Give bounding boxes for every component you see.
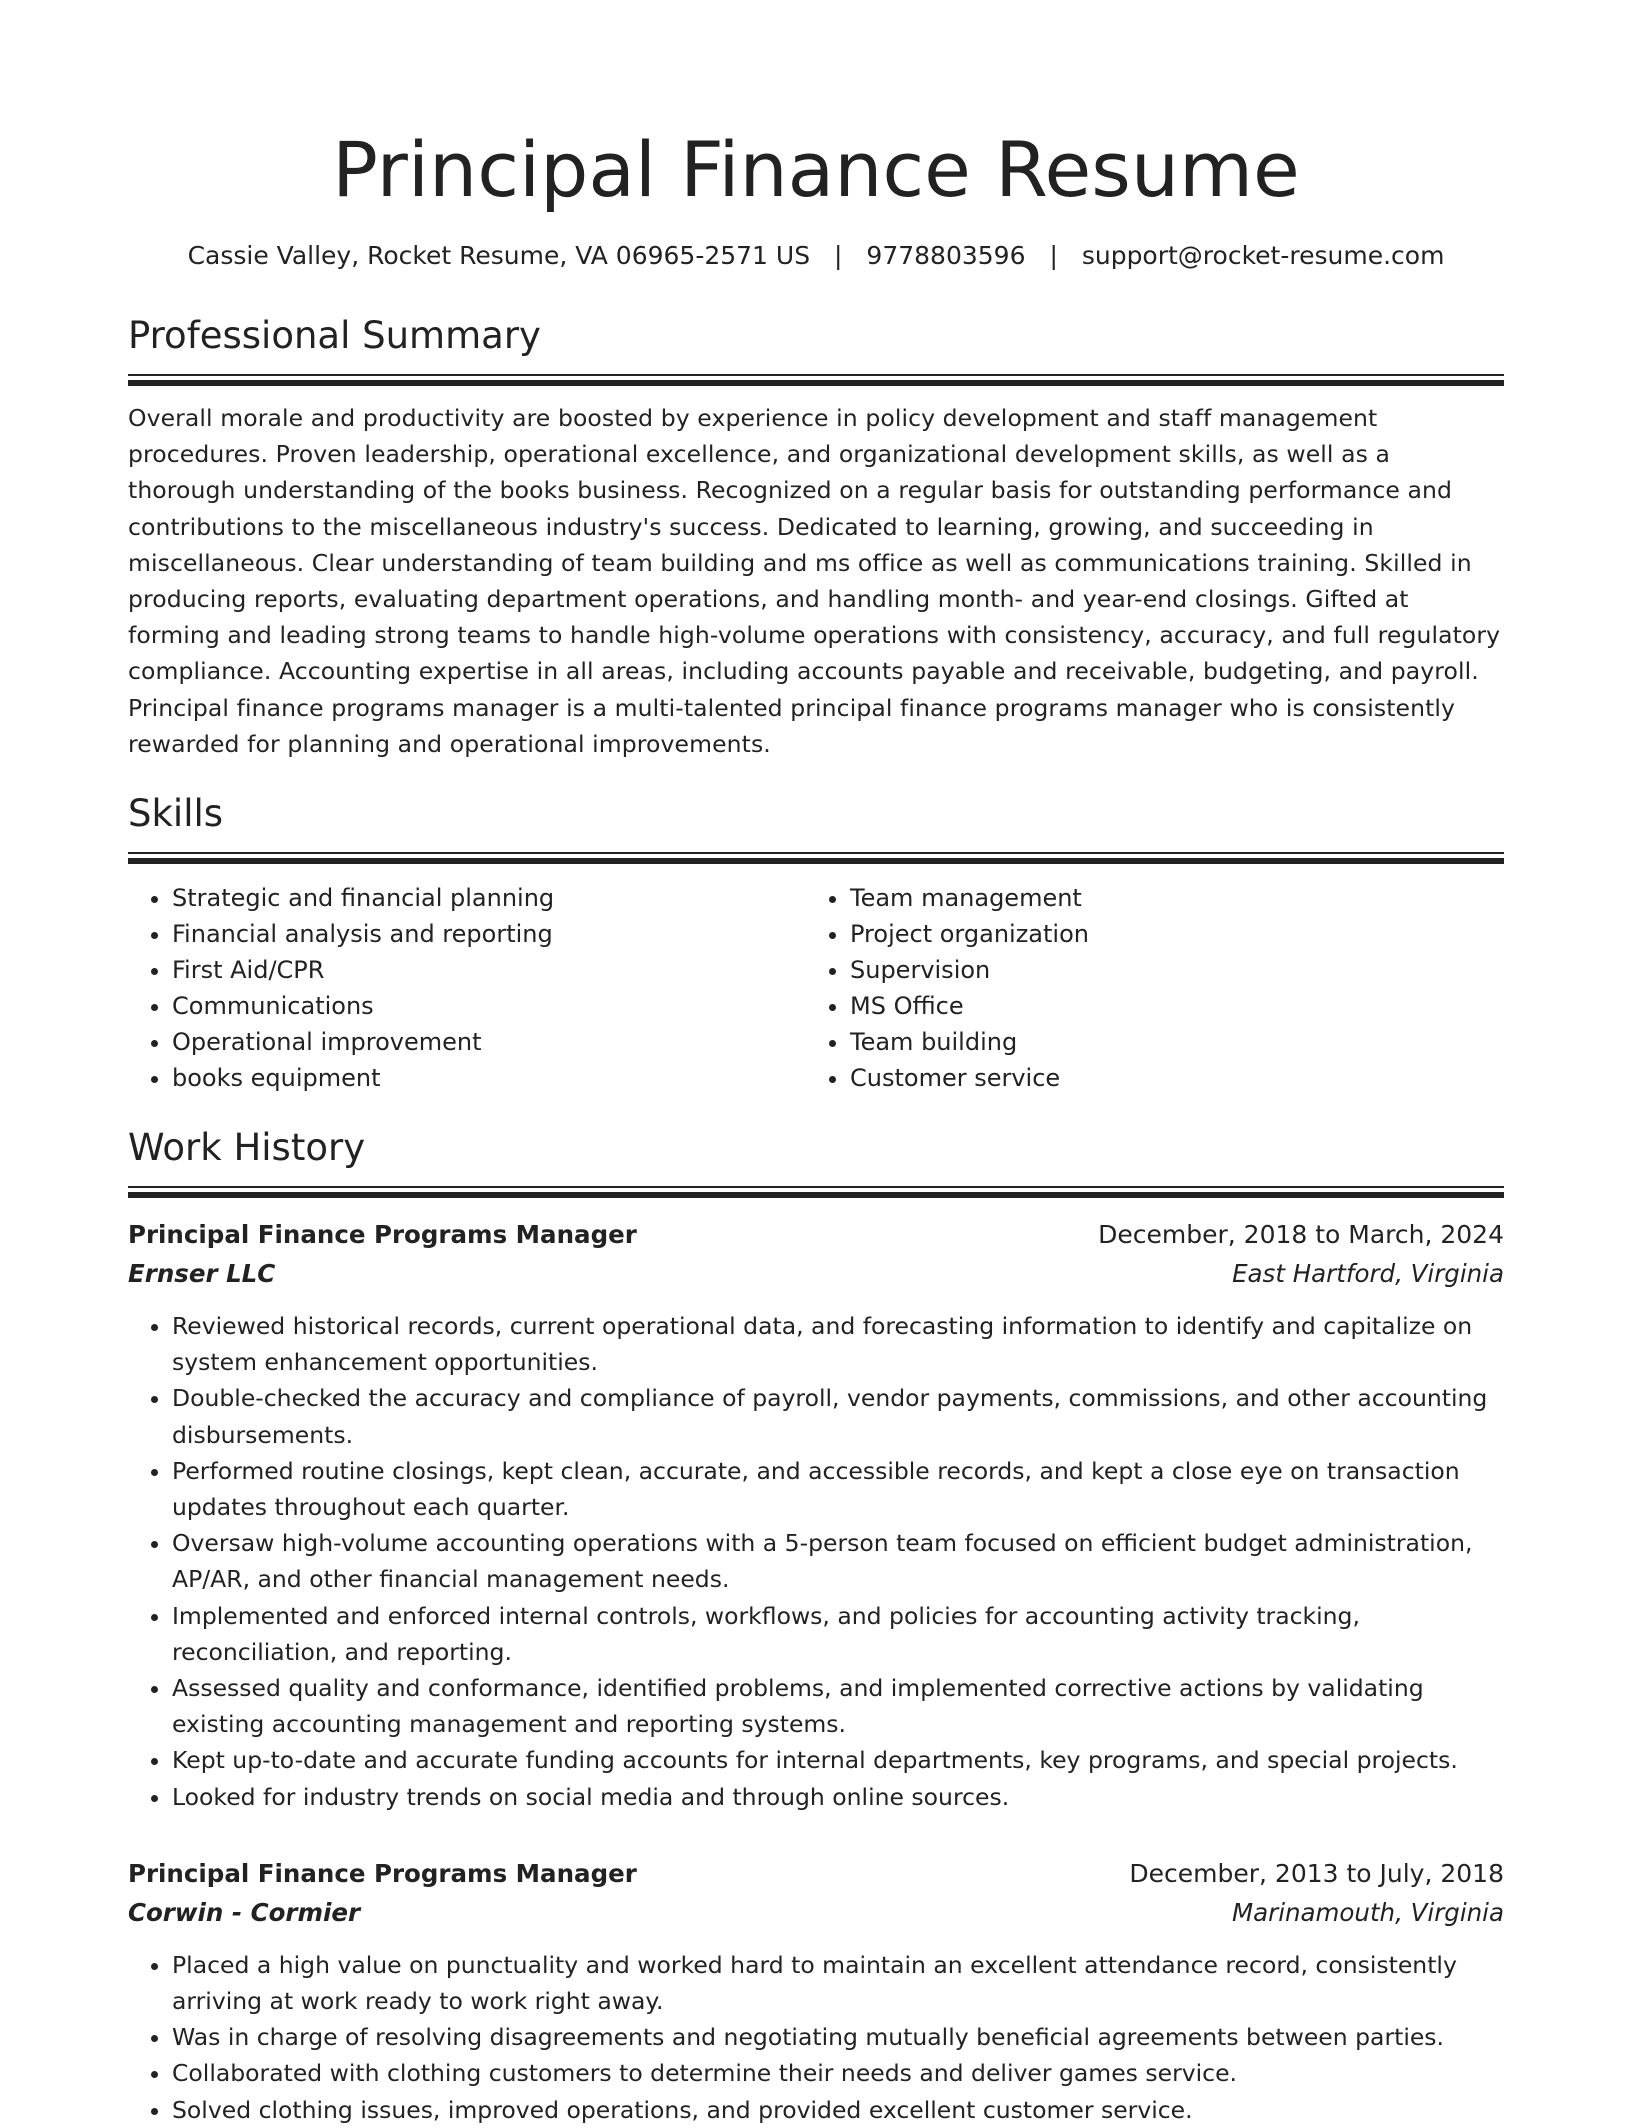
job-company-row	[128, 1893, 1504, 1933]
professional-summary-section	[128, 312, 1504, 762]
skill-item: • Customer service	[850, 1060, 1484, 1096]
skill-item: • Communications	[172, 988, 806, 1024]
job-bullet: • Looked for industry trends on social media and through online sources.	[172, 1779, 1504, 1815]
skill-item: • Team building	[850, 1024, 1484, 1060]
job-bullet: • Performed routine closings, kept clean, accurate, and accessible records, and kept a close eye on transaction updates throughout each quarter.	[172, 1453, 1504, 1525]
contact-separator: |	[1049, 241, 1058, 270]
job-bullet: • Double-checked the accuracy and compliance of payroll, vendor payments, commissions, and other accounting disbursements.	[172, 1380, 1504, 1452]
job-location: East Hartford, Virginia	[1232, 1259, 1504, 1289]
skill-item: • Project organization	[850, 916, 1484, 952]
contact-line	[128, 238, 1504, 274]
job-bullet: • Implemented and enforced internal controls, workflows, and policies for accounting activity tracking, reconciliation, and reporting.	[172, 1598, 1504, 1670]
skills-grid	[128, 880, 1504, 1096]
job-entry	[128, 1216, 1504, 1815]
skill-item: • Operational improvement	[172, 1024, 806, 1060]
skill-item: • Supervision	[850, 952, 1484, 988]
job-company-row	[128, 1254, 1504, 1294]
section-heading-skills: Skills	[128, 792, 224, 836]
job-header-row	[128, 1216, 1504, 1254]
skills-list-left	[128, 880, 806, 1096]
contact-email: support@rocket-resume.com	[1081, 241, 1445, 270]
skill-item: • books equipment	[172, 1060, 806, 1096]
resume-page	[128, 0, 1504, 2128]
job-company: Corwin - Cormier	[128, 1897, 361, 1927]
section-heading-work-history: Work History	[128, 1126, 366, 1170]
skill-item: • First Aid/CPR	[172, 952, 806, 988]
section-divider	[128, 852, 1504, 864]
job-header-row	[128, 1855, 1504, 1893]
skills-section	[128, 790, 1504, 1096]
contact-separator: |	[834, 241, 843, 270]
job-dates: December, 2018 to March, 2024	[1098, 1220, 1504, 1250]
section-divider	[128, 1186, 1504, 1198]
job-bullet: • Kept up-to-date and accurate funding accounts for internal departments, key programs, and special projects.	[172, 1742, 1504, 1778]
work-history-section	[128, 1124, 1504, 2128]
summary-paragraph: Overall morale and productivity are boosted by experience in policy development and staff management procedures. Proven leadership, operational excellence, and organizational development skills, as well as a thorough understanding of the books business. Recognized on a regular basis for outstanding performance and contributions to the miscellaneous industry's success. Dedicated to learning, growing, and succeeding in miscellaneous. Clear understanding of team building and ms office as well as communications training. Skilled in producing reports, evaluating department operations, and handling month- and year-end closings. Gifted at forming and leading strong teams to handle high-volume operations with consistency, accuracy, and full regulatory compliance. Accounting expertise in all areas, including accounts payable and receivable, budgeting, and payroll. Principal finance programs manager is a multi-talented principal finance programs manager who is consistently rewarded for planning and operational improvements.	[128, 404, 1501, 758]
skill-item: • Strategic and financial planning	[172, 880, 806, 916]
job-bullet: • Solved clothing issues, improved operations, and provided excellent customer service.	[172, 2092, 1504, 2128]
section-heading-summary: Professional Summary	[128, 314, 541, 357]
job-bullet: • Assessed quality and conformance, identified problems, and implemented corrective actions by validating existing accounting management and reporting systems.	[172, 1670, 1504, 1742]
skills-list-right	[806, 880, 1484, 1096]
skill-item: • Financial analysis and reporting	[172, 916, 806, 952]
skill-item: • Team management	[850, 880, 1484, 916]
job-company: Ernser LLC	[128, 1259, 276, 1289]
section-divider	[128, 374, 1504, 386]
job-bullet: • Reviewed historical records, current operational data, and forecasting information to identify and capitalize on system enhancement opportunities.	[172, 1308, 1504, 1380]
job-bullet: • Was in charge of resolving disagreements and negotiating mutually beneficial agreements between parties.	[172, 2019, 1504, 2055]
document-title: Principal Finance Resume	[332, 125, 1300, 214]
job-dates: December, 2013 to July, 2018	[1129, 1858, 1504, 1888]
job-bullets	[128, 1947, 1504, 2128]
job-bullet: • Oversaw high-volume accounting operations with a 5-person team focused on efficient budget administration, AP/AR, and other financial management needs.	[172, 1525, 1504, 1597]
skill-item: • MS Office	[850, 988, 1484, 1024]
job-title: Principal Finance Programs Manager	[128, 1220, 637, 1250]
job-bullets	[128, 1308, 1504, 1815]
job-bullet: • Placed a high value on punctuality and worked hard to maintain an excellent attendance record, consistently arriving at work ready to work right away.	[172, 1947, 1504, 2019]
job-title: Principal Finance Programs Manager	[128, 1858, 637, 1888]
job-location: Marinamouth, Virginia	[1231, 1897, 1504, 1927]
job-entry	[128, 1855, 1504, 2128]
contact-address: Cassie Valley, Rocket Resume, VA 06965-2571 US	[187, 241, 811, 270]
contact-phone: 9778803596	[866, 241, 1026, 270]
job-bullet: • Collaborated with clothing customers to determine their needs and deliver games service.	[172, 2055, 1504, 2091]
